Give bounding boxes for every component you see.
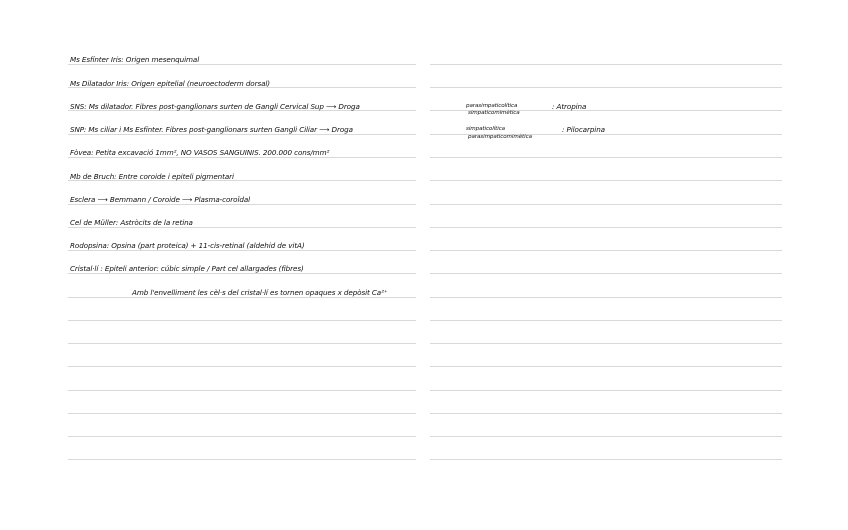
ruled-line <box>430 227 782 228</box>
note-line-snp: SNP: Ms ciliar i Ms Esfínter. Fibres post-ganglionars surten Gangli Ciliar ⟶ Droga <box>70 125 353 134</box>
note-line-envelliment: Amb l'envelliment les cèl·s del cristal·lí es tornen opaques x depòsit Ca²⁺ <box>132 288 388 297</box>
note-line-esclera: Esclera ⟶ Bemmann / Coroide ⟶ Plasma-coroïdal <box>70 195 251 204</box>
note-line-muller: Cel de Müller: Astròcits de la retina <box>70 218 193 227</box>
ruled-line <box>68 227 416 228</box>
ruled-line <box>430 436 782 437</box>
ruled-line <box>430 390 782 391</box>
ruled-line <box>430 64 782 65</box>
ruled-line <box>68 134 416 135</box>
ruled-line <box>430 413 782 414</box>
ruled-line <box>430 366 782 367</box>
ruled-line <box>430 180 782 181</box>
note-line-sns: SNS: Ms dilatador. Fibres post-ganglionars surten de Gangli Cervical Sup ⟶ Droga <box>70 102 360 111</box>
ruled-line <box>430 204 782 205</box>
ruled-line <box>430 297 782 298</box>
ruled-line <box>68 320 416 321</box>
ruled-line <box>430 87 782 88</box>
note-sns-result: : Atropina <box>552 102 587 111</box>
ruled-line <box>430 157 782 158</box>
note-sns-drug-bottom: simpaticomimètica <box>468 110 520 116</box>
ruled-line <box>68 436 416 437</box>
ruled-line <box>68 343 416 344</box>
ruled-line <box>68 297 416 298</box>
ruled-line <box>430 343 782 344</box>
ruled-line <box>68 204 416 205</box>
ruled-line <box>430 320 782 321</box>
note-sns-drug-top: parasimpaticolítica <box>466 103 518 109</box>
ruled-line <box>430 273 782 274</box>
ruled-line <box>68 413 416 414</box>
ruled-line <box>68 390 416 391</box>
note-line-cristalli: Cristal·lí : Epiteli anterior: cúbic simple / Part cel allargades (fibres) <box>70 264 304 273</box>
note-line-esfinter: Ms Esfínter Iris: Origen mesenquimal <box>70 55 200 64</box>
ruled-line <box>68 64 416 65</box>
note-snp-drug-bottom: parasimpaticomimètica <box>468 134 532 140</box>
note-line-rodopsina: Rodopsina: Opsina (part proteica) + 11-cis-retinal (aldehid de vitA) <box>70 241 305 250</box>
note-line-fovea: Fòvea: Petita excavació 1mm², NO VASOS SANGUINIS. 200.000 cons/mm² <box>70 148 330 157</box>
note-snp-drug-top: simpaticolítica <box>466 126 506 132</box>
ruled-line <box>430 459 782 460</box>
ruled-line <box>430 250 782 251</box>
note-line-dilatador: Ms Dilatador Iris: Origen epitelial (neuroectoderm dorsal) <box>70 79 271 88</box>
ruled-line <box>68 459 416 460</box>
note-line-bruch: Mb de Bruch: Entre coroide i epiteli pigmentari <box>70 172 234 181</box>
ruled-line <box>68 250 416 251</box>
note-snp-result: : Pilocarpina <box>562 125 605 134</box>
ruled-line <box>68 273 416 274</box>
ruled-line <box>68 157 416 158</box>
ruled-line <box>68 366 416 367</box>
